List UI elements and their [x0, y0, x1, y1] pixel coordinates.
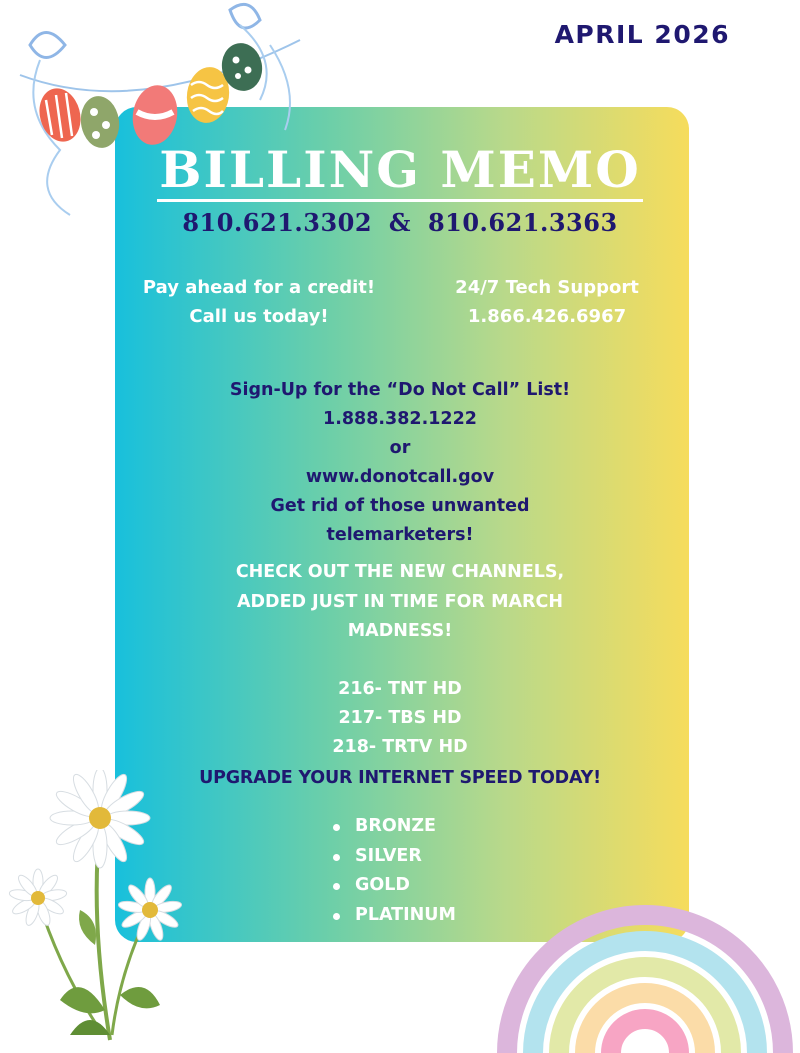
channel-item: 216- TNT HD: [338, 679, 462, 699]
internet-upgrade-heading: UPGRADE YOUR INTERNET SPEED TODAY!: [199, 768, 601, 788]
dnc-website: www.donotcall.gov: [305, 467, 495, 487]
phone-separator: &: [388, 208, 412, 237]
call-us-line: Call us today!: [189, 306, 329, 327]
pay-ahead-note: [109, 273, 409, 331]
pay-ahead-line: Pay ahead for a credit!: [142, 277, 376, 298]
channel-list: [0, 675, 800, 762]
tech-support-label: 24/7 Tech Support: [455, 277, 639, 298]
dnc-tagline-1: Get rid of those unwanted: [270, 496, 530, 516]
tech-support-phone: 1.866.426.6967: [467, 306, 627, 327]
memo-title: [0, 140, 800, 199]
new-channels-heading: [0, 558, 800, 647]
billing-phone-1: 810.621.3302: [182, 208, 373, 237]
billing-phone-2: 810.621.3363: [427, 208, 618, 237]
tech-support-note: [397, 273, 697, 331]
dnc-heading: Sign-Up for the “Do Not Call” List!: [229, 380, 571, 400]
tier-platinum: PLATINUM: [330, 901, 456, 931]
tier-bronze: BRONZE: [330, 812, 456, 842]
channel-item: 217- TBS HD: [338, 708, 462, 728]
dnc-tagline-2: telemarketers!: [326, 525, 474, 545]
memo-title-text: BILLING MEMO: [157, 140, 643, 202]
daisy-flowers-icon: [0, 770, 200, 1053]
memo-date: APRIL 2026: [554, 20, 730, 49]
tier-silver: SILVER: [330, 842, 456, 872]
internet-tier-list: [330, 812, 456, 930]
dnc-phone: 1.888.382.1222: [323, 409, 477, 429]
channels-line-2: ADDED JUST IN TIME FOR MARCH: [236, 591, 563, 612]
rainbow-icon: [490, 862, 800, 1053]
channels-line-1: CHECK OUT THE NEW CHANNELS,: [235, 562, 565, 582]
billing-phone-numbers: [0, 208, 800, 237]
do-not-call-section: [0, 376, 800, 550]
channels-line-3: MADNESS!: [347, 621, 453, 641]
tier-gold: GOLD: [330, 871, 456, 901]
channel-item: 218- TRTV HD: [332, 737, 468, 757]
dnc-or: or: [389, 438, 411, 458]
